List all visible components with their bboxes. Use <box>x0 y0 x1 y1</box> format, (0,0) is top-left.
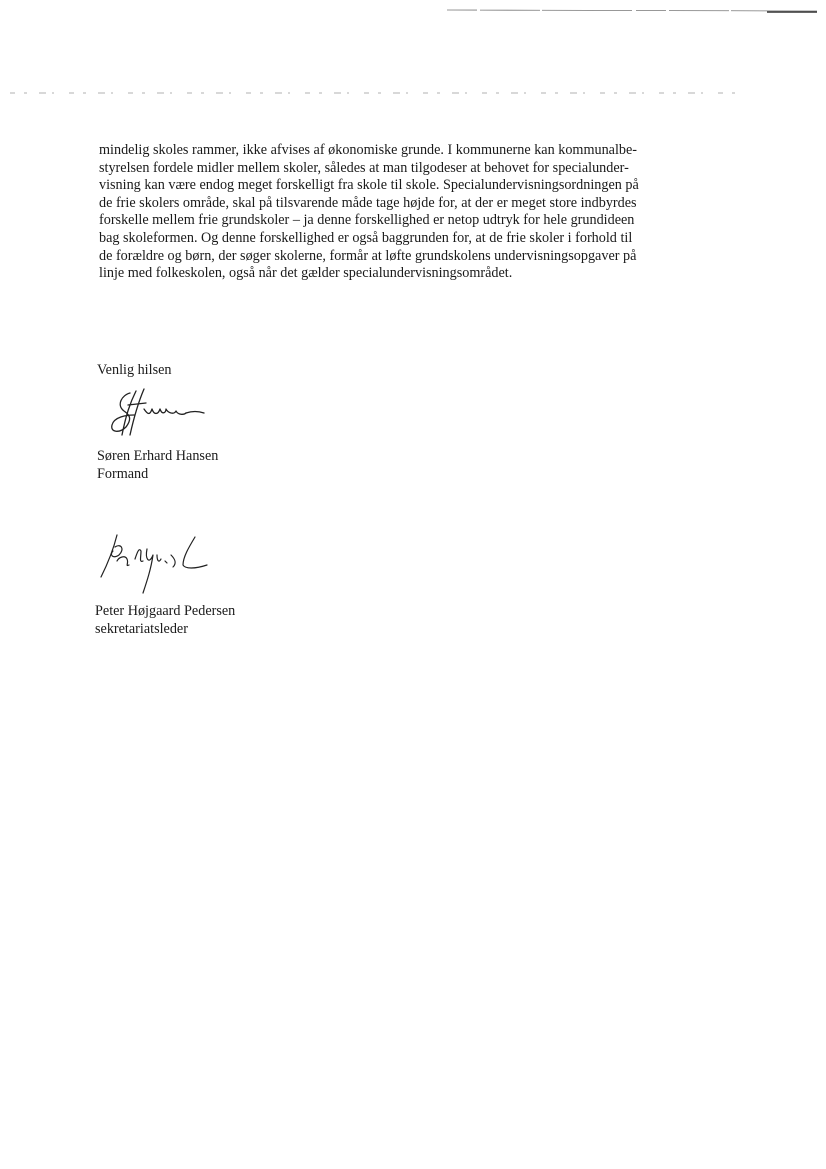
body-line: forskelle mellem frie grundskoler – ja denne forskellighed er netop udtryk for hele grundideen <box>99 212 635 229</box>
signatory-title: sekretariatsleder <box>95 620 188 637</box>
body-line: de forældre og børn, der søger skolerne, formår at løfte grundskolens undervisningsopgaver på <box>99 247 637 264</box>
signatory-name: Søren Erhard Hansen <box>97 448 219 464</box>
scan-artifact-line <box>447 8 817 14</box>
signature-image <box>100 385 210 440</box>
body-line: linje med folkeskolen, også når det gælder specialundervisningsområdet. <box>99 265 513 282</box>
signatory-block <box>95 603 235 638</box>
signatory-title: Formand <box>97 465 149 482</box>
signatory-block <box>97 448 218 483</box>
signature-image <box>95 525 220 600</box>
letter-body <box>99 142 669 283</box>
closing-salutation: Venlig hilsen <box>97 362 172 378</box>
signatory-name: Peter Højgaard Pedersen <box>95 603 236 619</box>
scan-artifact-line <box>10 90 740 96</box>
body-line: mindelig skoles rammer, ikke afvises af økonomiske grunde. I kommunerne kan kommunalbe- <box>99 142 638 158</box>
body-line: styrelsen fordele midler mellem skoler, således at man tilgodeser at behovet for specialunder- <box>99 159 629 176</box>
body-line: visning kan være endog meget forskelligt fra skole til skole. Specialundervisningsordningen på <box>99 177 639 194</box>
body-line: bag skoleformen. Og denne forskellighed er også baggrunden for, at de frie skoler i forhold til <box>99 229 633 246</box>
body-line: de frie skolers område, skal på tilsvarende måde tage højde for, at der er meget store indbyrdes <box>99 194 637 211</box>
